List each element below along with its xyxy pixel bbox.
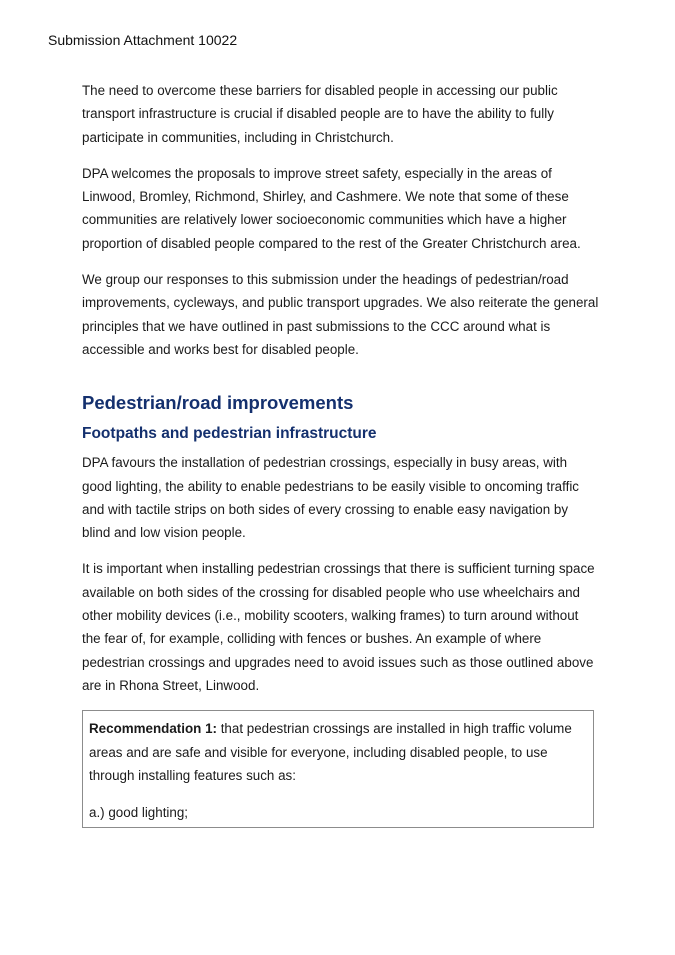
recommendation-body: that pedestrian crossings are installed in high traffic volume areas and are safe and visible for everyone, including disabled people, to use through installing features such as: (89, 721, 572, 783)
recommendation-box (82, 710, 594, 828)
recommendation-text (89, 717, 587, 787)
intro-paragraph-2: DPA welcomes the proposals to improve street safety, especially in the areas of Linwood, Bromley, Richmond, Shirley, and Cashmere. We note that some of these communities are relatively lower socioeconomic communities which have a higher proportion of disabled people compared to the rest of the Greater Christchurch area. (82, 165, 581, 251)
recommendation-label: Recommendation 1: (89, 721, 217, 737)
intro-paragraph-3: We group our responses to this submission under the headings of pedestrian/road improvements, cycleways, and public transport upgrades. We also reiterate the general principles that we have outlined in past submissions to the CCC around what is accessible and works best for disabled people. (82, 272, 599, 357)
recommendation-item-a: a.) good lighting; (89, 805, 189, 821)
subsection-heading: Footpaths and pedestrian infrastructure (82, 425, 377, 443)
document-body (82, 79, 600, 828)
section-paragraph-1: DPA favours the installation of pedestrian crossings, especially in busy areas, with good lighting, the ability to enable pedestrians to be easily visible to oncoming traffic and with tactile strips on both sides of every crossing to enable easy navigation by blind and low vision people. (82, 455, 579, 541)
section-heading: Pedestrian/road improvements (82, 392, 354, 414)
intro-paragraph-1: The need to overcome these barriers for disabled people in accessing our public transport infrastructure is crucial if disabled people are to have the ability to fully participate in communities, including in Christchurch. (82, 83, 558, 145)
document-header: Submission Attachment 10022 (48, 32, 238, 48)
section-paragraph-2: It is important when installing pedestrian crossings that there is sufficient turning space available on both sides of the crossing for disabled people who use wheelchairs and other mobility devices (i.e., mobility scooters, walking frames) to turn around without the fear of, for example, colliding with fences or bushes. An example of where pedestrian crossings and upgrades need to avoid issues such as those outlined above are in Rhona Street, Linwood. (82, 561, 595, 693)
